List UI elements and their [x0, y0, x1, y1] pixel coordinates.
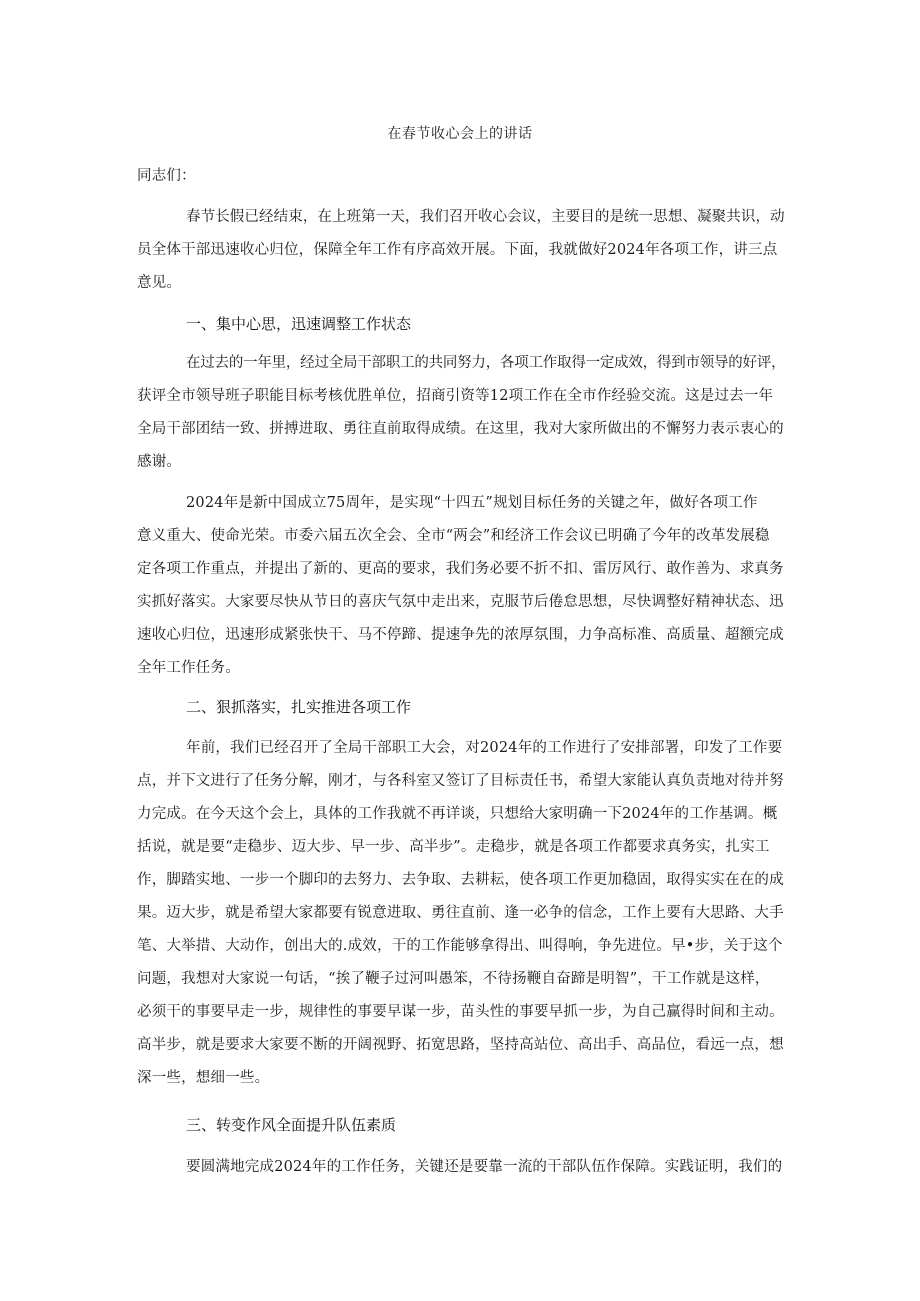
paragraph-line: 意见。	[137, 275, 182, 291]
paragraph-line: 定各项工作重点，并提出了新的、更高的要求，我们务必要不折不扣、雷厉风行、敢作善为、求真务	[137, 561, 784, 577]
paragraph-line: 在过去的一年里，经过全局干部职工的共同努力，各项工作取得一定成效，得到市领导的好评，	[186, 355, 786, 371]
section-heading-2: 二、狠抓落实，扎实推进各项工作	[186, 698, 412, 716]
salutation: 同志们：	[137, 168, 196, 184]
paragraph-line: 实抓好落实。大家要尽快从节日的喜庆气氛中走出来，克服节后倦怠思想，尽快调整好精神状态、迅	[137, 594, 784, 610]
paragraph-line: 点，并下文进行了任务分解，刚才，与各科室又签订了目标责任书，希望大家能认真负责地对待并努	[137, 773, 784, 789]
paragraph-line: 年前，我们已经召开了全局干部职工大会，对2024年的工作进行了安排部署，印发了工作要	[186, 740, 783, 756]
paragraph-line: 全局干部团结一致、拼搏进取、勇往直前取得成绩。在这里，我对大家所做出的不懈努力表示衷心的	[137, 421, 784, 437]
paragraph-line: 力完成。在今天这个会上，具体的工作我就不再详谈，只想给大家明确一下2024年的工作基调。概	[137, 806, 778, 822]
paragraph-line: 春节长假已经结束，在上班第一天，我们召开收心会议，主要目的是统一思想、凝聚共识，动	[186, 209, 785, 225]
paragraph-line: 要圆满地完成2024年的工作任务，关键还是要靠一流的干部队伍作保障。实践证明，我们的	[186, 1159, 783, 1175]
paragraph-line: 全年工作任务。	[137, 660, 240, 676]
section-heading-3: 三、转变作风全面提升队伍素质	[186, 1116, 397, 1134]
paragraph-line: 作，脚踏实地、一步一个脚印的去努力、去争取、去耕耘，使各项工作更加稳固，取得实实在在的成	[137, 872, 784, 888]
paragraph-line: 2024年是新中国成立75周年，是实现“十四五”规划目标任务的关键之年，做好各项工作	[186, 495, 758, 511]
paragraph-line: 员全体干部迅速收心归位，保障全年工作有序高效开展。下面，我就做好2024年各项工作，讲三点	[137, 242, 778, 258]
section-heading-1: 一、集中心思，迅速调整工作状态	[186, 315, 412, 333]
paragraph-line: 深一些，想细一些。	[137, 1070, 270, 1086]
paragraph-line: 高半步，就是要求大家要不断的开阔视野、拓宽思路，坚持高站位、高出手、高品位，看远一点，想	[137, 1037, 784, 1053]
paragraph-line: 笔、大举措、大动作，创出大的.成效，干的工作能够拿得出、叫得响，争先进位。早•步，关于这个	[137, 938, 783, 954]
paragraph-line: 问题，我想对大家说一句话，“挨了鞭子过河叫愚笨，不待扬鞭自奋蹄是明智”，干工作就是这样，	[137, 971, 770, 987]
paragraph-line: 获评全市领导班子职能目标考核优胜单位，招商引资等12项工作在全市作经验交流。这是过去一年	[137, 388, 774, 404]
paragraph-line: 意义重大、使命光荣。市委六届五次全会、全市“两会”和经济工作会议已明确了今年的改革发展稳	[137, 528, 770, 544]
paragraph-line: 果。迈大步，就是希望大家都要有锐意进取、勇往直前、逢一必争的信念，工作上要有大思路、大手	[137, 905, 784, 921]
document-title: 在春节收心会上的讲话	[387, 126, 533, 142]
paragraph-line: 必须干的事要早走一步，规律性的事要早谋一步，苗头性的事要早抓一步，为自己赢得时间和主动。	[137, 1004, 784, 1020]
paragraph-line: 括说，就是要“走稳步、迈大步、早一步、高半步”。走稳步，就是各项工作都要求真务实，扎实工	[137, 839, 770, 855]
paragraph-line: 速收心归位，迅速形成紧张快干、马不停蹄、提速争先的浓厚氛围，力争高标准、高质量、超额完成	[137, 627, 784, 643]
paragraph-line: 感谢。	[137, 454, 182, 470]
